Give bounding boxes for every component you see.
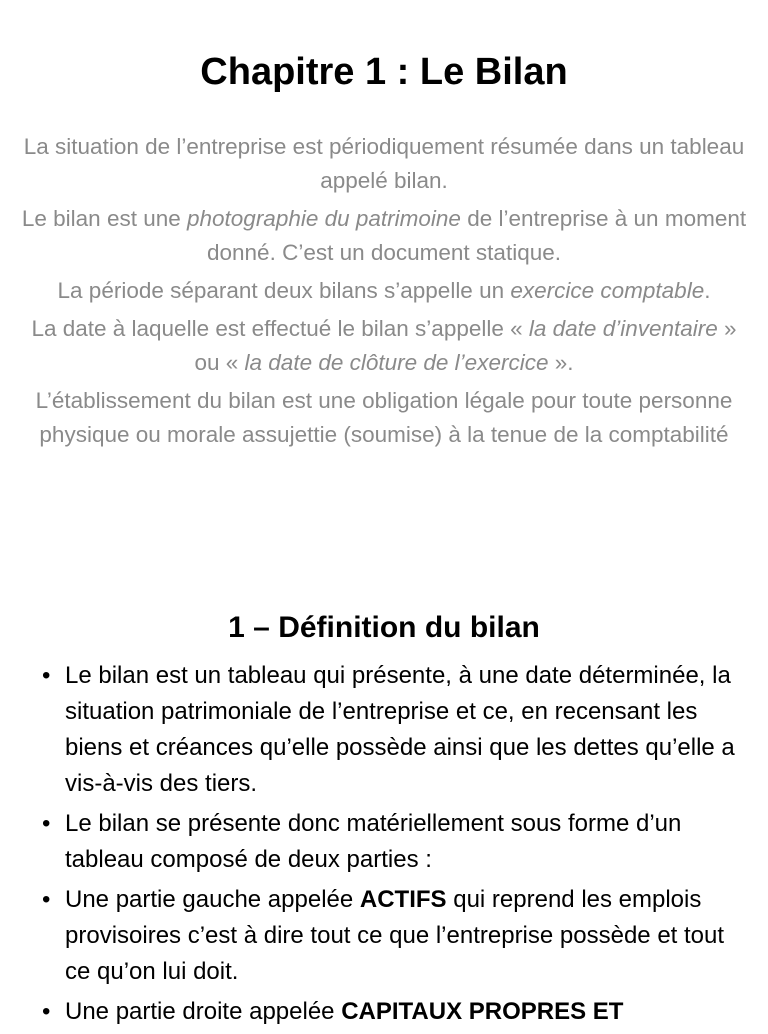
bullet-list [40,658,740,1034]
intro-p2-text-end: de l’entreprise à un moment donné. C’est un document statique. [207,206,747,265]
intro-paragraph-5: L’établissement du bilan est une obligation légale pour toute personne physique ou morale assujettie (soumise) à la tenue de la comptabilité [35,388,733,447]
intro-paragraph-3 [20,274,748,308]
page-title: Chapitre 1 : Le Bilan [200,51,568,93]
intro-p2-emphasis: photographie du patrimoine [187,206,461,231]
bullet-text: Une partie droite appelée [65,998,342,1025]
bullet-icon: • [42,998,51,1025]
bullet-icon: • [42,810,51,837]
intro-paragraph-4 [20,312,748,380]
bullet-text: Le bilan se présente donc matériellement sous forme d’un tableau composé de deux parties : [65,810,682,873]
list-item [40,994,740,1030]
section-title: 1 – Définition du bilan [228,611,540,644]
intro-p4-text-mid: » ou « [194,316,737,375]
list-item [40,806,740,878]
bullet-strong: ACTIFS [359,886,447,913]
intro-paragraph-1: La situation de l’entreprise est périodiquement résumée dans un tableau appelé bilan. [23,134,745,193]
intro-block [20,130,748,456]
bullet-text-end: qui reprend les emplois provisoires c’est à dire tout ce que l’entreprise possède et tout ce qu’on lui doit. [65,886,725,985]
intro-paragraph-2 [20,202,748,270]
intro-p3-text-end: . [704,278,711,303]
intro-p3-text: La période séparant deux bilans s’appelle un [57,278,511,303]
intro-p2-text: Le bilan est une [21,206,187,231]
intro-p4-text-end: ». [548,350,574,375]
bullet-text: Le bilan est un tableau qui présente, à une date déterminée, la situation patrimoniale de l’entreprise et ce, en recensant les biens et créances qu’elle possède ainsi que les dettes qu’elle a vis-à-vis des tiers. [65,662,735,797]
intro-p4-emphasis-2: la date de clôture de l’exercice [244,350,549,375]
bullet-text: Une partie gauche appelée [65,886,360,913]
bullet-strong: CAPITAUX PROPRES ET [341,998,624,1025]
bullet-icon: • [42,886,51,913]
list-item [40,882,740,990]
intro-p4-emphasis-1: la date d’inventaire [528,316,718,341]
list-item [40,658,740,802]
intro-p3-emphasis: exercice comptable [510,278,705,303]
bullet-icon: • [42,662,51,689]
intro-p4-text: La date à laquelle est effectué le bilan s’appelle « [31,316,529,341]
